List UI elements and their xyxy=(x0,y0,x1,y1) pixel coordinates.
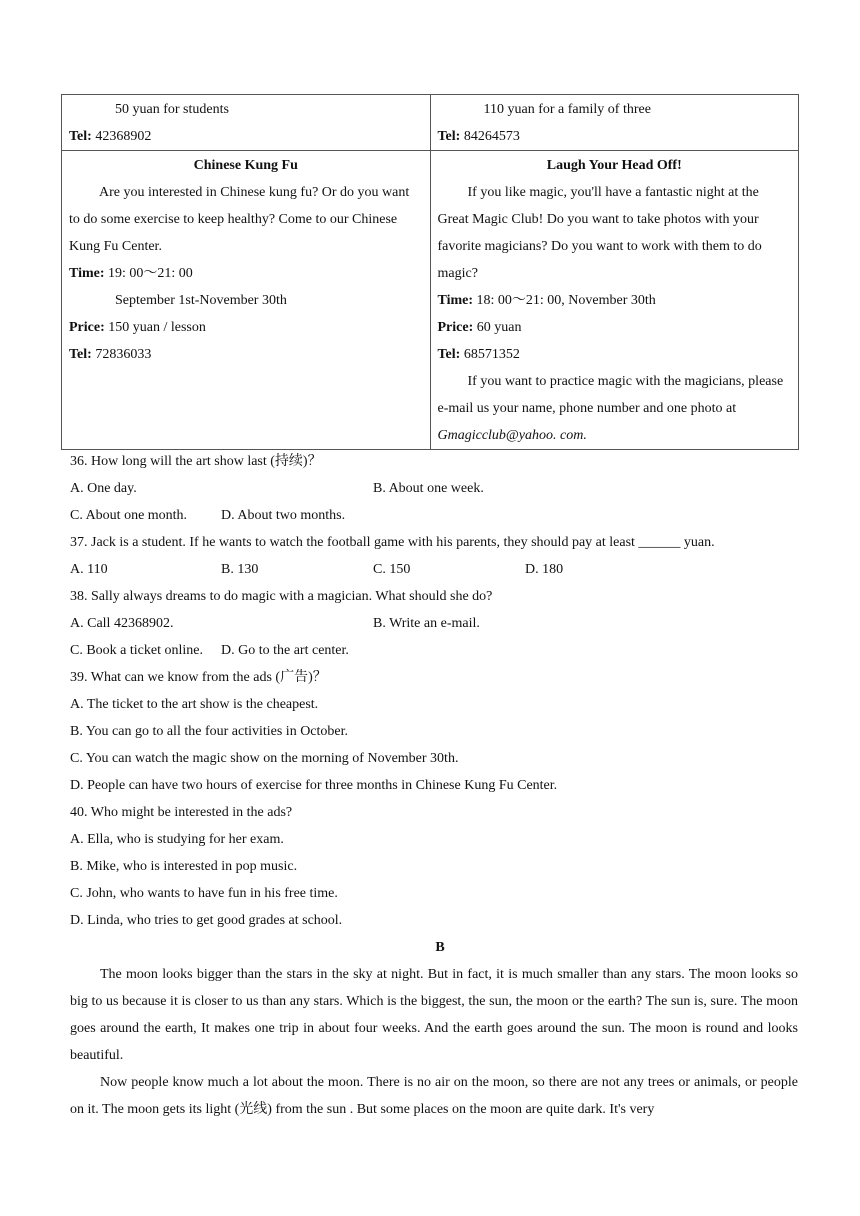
tel-label: Tel: xyxy=(69,129,92,144)
ads-cell-football xyxy=(62,95,431,151)
passage-paragraph-1: The moon looks bigger than the stars in the sky at night. But in fact, it is much smaller than any stars. The moon looks so big to us because it is closer to us than any stars. Which is the biggest, the sun, the moon or the earth? The sun is, sure. The moon goes around the earth, It makes one trip in about four weeks. And the earth goes around the sun. The moon is round and looks beautiful. xyxy=(70,967,798,1063)
option-b: B. Mike, who is interested in pop music. xyxy=(70,859,298,874)
option-c: C. John, who wants to have fun in his free time. xyxy=(70,886,338,901)
option-c: C. Book a ticket online. xyxy=(70,643,203,658)
price-line xyxy=(69,314,423,341)
ads-cell-family xyxy=(430,95,799,151)
price-line: 110 yuan for a family of three xyxy=(483,102,651,117)
note-text: If you want to practice magic with the magicians, please e-mail us your name, phone number and one photo at xyxy=(437,374,784,416)
option-b: B. About one week. xyxy=(373,481,484,496)
question-stem: 37. Jack is a student. If he wants to watch the football game with his parents, they should pay at least ______ yuan. xyxy=(70,535,715,550)
tel-line xyxy=(69,341,423,368)
option-d: D. People can have two hours of exercise for three months in Chinese Kung Fu Center. xyxy=(70,778,558,793)
tel-label: Tel: xyxy=(437,347,461,362)
option-d: D. Go to the art center. xyxy=(221,643,349,658)
tel-value: 68571352 xyxy=(460,347,520,362)
ad-kungfu xyxy=(62,151,431,450)
option-d: D. 180 xyxy=(525,562,564,577)
question-stem: 36. How long will the art show last (持续)？ xyxy=(70,454,322,469)
tel-value: 42368902 xyxy=(91,129,152,144)
options-row xyxy=(70,556,810,583)
option-c: C. About one month. xyxy=(70,508,188,523)
ads-row-activities xyxy=(62,151,799,450)
option-c: C. 150 xyxy=(373,562,411,577)
option-a: A. Ella, who is studying for her exam. xyxy=(70,832,284,847)
price-label: Price: xyxy=(437,320,474,335)
option-a: A. Call 42368902. xyxy=(70,616,174,631)
tel-label: Tel: xyxy=(69,347,92,362)
question-stem: 38. Sally always dreams to do magic with a magician. What should she do? xyxy=(70,589,493,604)
time-label: Time: xyxy=(437,293,474,308)
tel-line xyxy=(438,123,792,150)
options-row xyxy=(70,475,810,502)
passage-paragraph-2: Now people know much a lot about the moon. There is no air on the moon, so there are not any trees or animals, or people on it. The moon gets its light (光线) from the sun . But some places on the moon are quite dark. It's very xyxy=(70,1075,798,1117)
option-c: C. You can watch the magic show on the morning of November 30th. xyxy=(70,751,459,766)
question-stem: 39. What can we know from the ads (广告)？ xyxy=(70,670,327,685)
options-row xyxy=(70,637,810,664)
options-row xyxy=(70,610,810,637)
option-a: A. 110 xyxy=(70,562,108,577)
ads-row-prices xyxy=(62,95,799,151)
tel-value: 84264573 xyxy=(460,129,520,144)
option-b: B. You can go to all the four activities in October. xyxy=(70,724,349,739)
price-value: 60 yuan xyxy=(473,320,522,335)
tel-line xyxy=(438,341,792,368)
time-line xyxy=(438,287,792,314)
option-b: B. 130 xyxy=(221,562,259,577)
questions xyxy=(70,448,810,1123)
price-line: 50 yuan for students xyxy=(115,102,229,117)
question-stem: 40. Who might be interested in the ads? xyxy=(70,805,293,820)
magic-note xyxy=(438,368,792,449)
option-d: D. Linda, who tries to get good grades at school. xyxy=(70,913,343,928)
time-line xyxy=(69,260,423,287)
ad-magic xyxy=(430,151,799,450)
ad-description: Are you interested in Chinese kung fu? Or do you want to do some exercise to keep healthy? Come to our Chinese Kung Fu Center. xyxy=(69,185,410,254)
ad-description: If you like magic, you'll have a fantastic night at the Great Magic Club! Do you want to take photos with your favorite magicians? Do you want to work with them to do magic? xyxy=(437,185,762,281)
price-value: 150 yuan / lesson xyxy=(104,320,206,335)
contact-email: Gmagicclub@yahoo. com. xyxy=(437,428,587,443)
price-line xyxy=(438,314,792,341)
time-value: 18: 00～21: 00, November 30th xyxy=(473,293,656,308)
option-d: D. About two months. xyxy=(221,508,346,523)
option-a: A. One day. xyxy=(70,481,137,496)
price-label: Price: xyxy=(69,320,105,335)
option-b: B. Write an e-mail. xyxy=(373,616,480,631)
options-row xyxy=(70,502,810,529)
date-line: September 1st-November 30th xyxy=(115,293,287,308)
ad-title: Chinese Kung Fu xyxy=(193,158,298,173)
time-label: Time: xyxy=(69,266,105,281)
ads-table xyxy=(61,94,799,450)
option-a: A. The ticket to the art show is the cheapest. xyxy=(70,697,319,712)
ad-title: Laugh Your Head Off! xyxy=(546,158,682,173)
time-value: 19: 00～21: 00 xyxy=(104,266,193,281)
tel-label: Tel: xyxy=(437,129,461,144)
section-heading: B xyxy=(435,940,445,955)
tel-value: 72836033 xyxy=(91,347,152,362)
tel-line xyxy=(69,123,423,150)
